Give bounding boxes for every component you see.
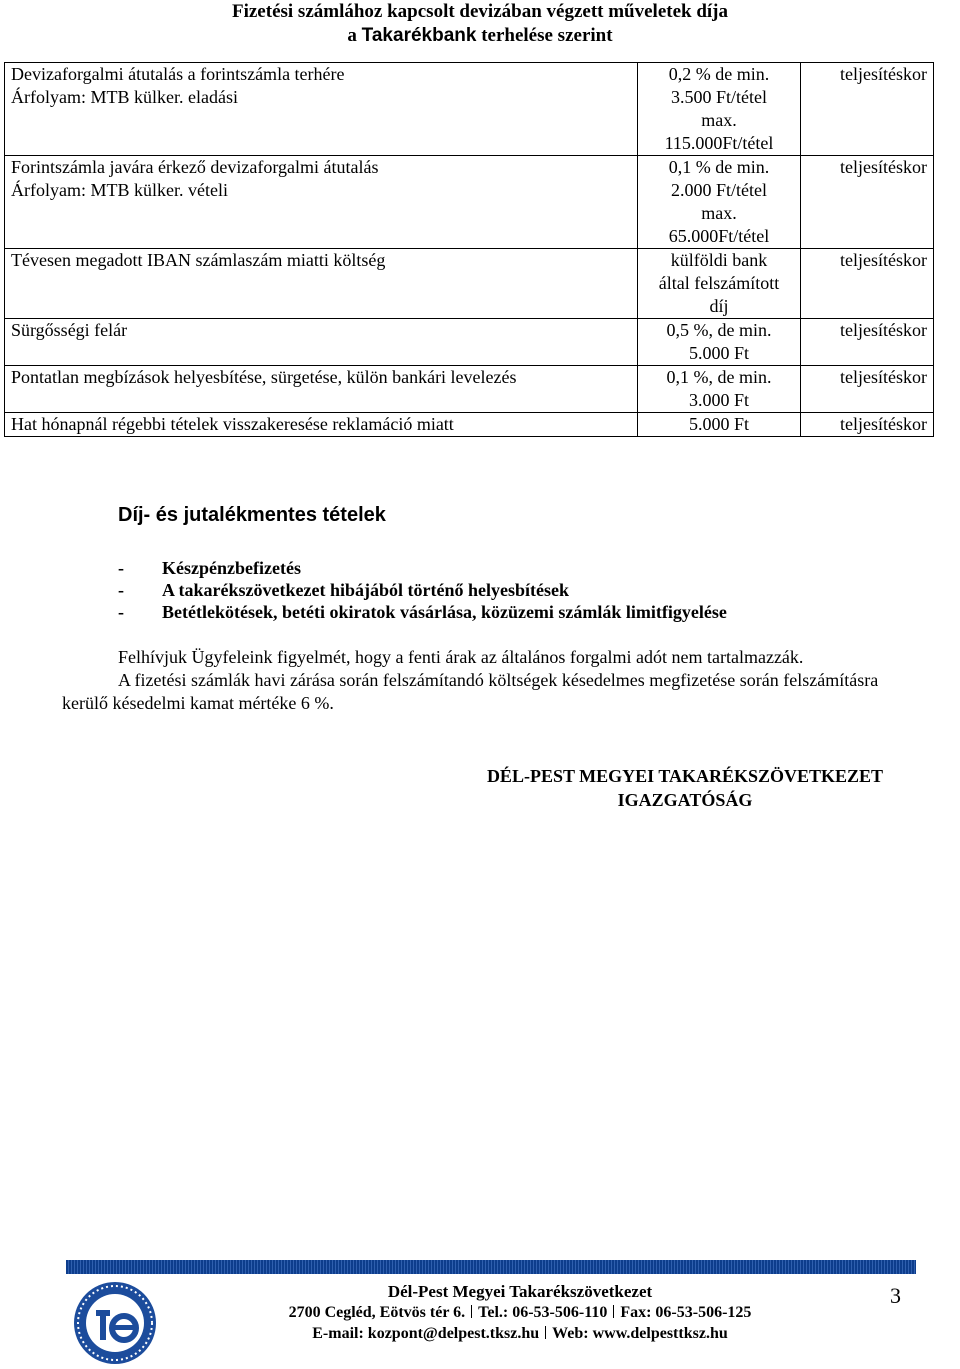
- list-item-text: A takarékszövetkezet hibájából történő helyesbítések: [162, 580, 569, 600]
- bullet-dash: -: [118, 602, 124, 622]
- list-item: [118, 601, 918, 623]
- table-row: [5, 366, 934, 413]
- footer-web: Web: www.delpesttksz.hu: [552, 1325, 728, 1342]
- fee-amount: külföldi bank által felszámított díj: [638, 249, 801, 319]
- separator: [613, 1305, 614, 1318]
- footer-address-line: [170, 1302, 870, 1323]
- list-item: [118, 557, 918, 579]
- footer-contact: [170, 1281, 870, 1344]
- fee-description: Hat hónapnál régebbi tételek visszakeresése reklamáció miatt: [5, 413, 638, 437]
- table-row: [5, 413, 934, 437]
- fee-description: Pontatlan megbízások helyesbítése, sürgetése, külön bankári levelezés: [5, 366, 638, 413]
- fee-due: teljesítéskor: [801, 413, 934, 437]
- notes: [62, 646, 912, 715]
- signature-dept: IGAZGATÓSÁG: [617, 790, 753, 810]
- fee-due: teljesítéskor: [801, 156, 934, 249]
- fee-amount: 0,5 %, de min. 5.000 Ft: [638, 319, 801, 366]
- footer-email: E-mail: kozpont@delpest.tksz.hu: [312, 1325, 540, 1342]
- vat-note: Felhívjuk Ügyfeleink figyelmét, hogy a fenti árak az általános forgalmi adót nem tartalmazzák.: [118, 647, 804, 667]
- interest-note: A fizetési számlák havi zárása során felszámítandó költségek késedelmes megfizetése során felszámításra kerülő késedelmi kamat mértéke 6 %.: [62, 670, 879, 713]
- footer-tel: Tel.: 06-53-506-110: [478, 1304, 608, 1321]
- fee-amount: 0,2 % de min. 3.500 Ft/tétel max. 115.000Ft/tétel: [638, 63, 801, 156]
- header-brand: Takarékbank: [361, 25, 477, 46]
- footer-org-name: Dél-Pest Megyei Takarékszövetkezet: [387, 1282, 653, 1301]
- list-item-text: Betétlekötések, betéti okiratok vásárlása, közüzemi számlák limitfigyelése: [162, 602, 727, 622]
- list-item-text: Készpénzbefizetés: [162, 558, 301, 578]
- fee-amount: 0,1 %, de min. 3.000 Ft: [638, 366, 801, 413]
- section-title: Díj- és jutalékmentes tételek: [118, 504, 386, 526]
- separator: [471, 1305, 472, 1318]
- footer-divider-bar: [66, 1260, 916, 1274]
- bullet-dash: -: [118, 580, 124, 600]
- bank-logo-icon: [72, 1280, 158, 1366]
- footer-web-line: [170, 1323, 870, 1344]
- fee-due: teljesítéskor: [801, 249, 934, 319]
- header-subtitle: [0, 24, 960, 48]
- exempt-section: [118, 504, 918, 623]
- separator: [545, 1326, 546, 1339]
- header-subtitle-suffix: terhelése szerint: [476, 25, 613, 46]
- page-number: 3: [890, 1283, 901, 1308]
- table-row: [5, 63, 934, 156]
- fee-description: Sürgősségi felár: [5, 319, 638, 366]
- page-header: [0, 0, 960, 48]
- header-subtitle-prefix: a: [347, 25, 362, 46]
- table-row: [5, 319, 934, 366]
- fee-amount: 5.000 Ft: [638, 413, 801, 437]
- fee-table: [4, 62, 934, 437]
- table-row: [5, 249, 934, 319]
- exempt-list: [118, 557, 918, 623]
- fee-amount: 0,1 % de min. 2.000 Ft/tétel max. 65.000Ft/tétel: [638, 156, 801, 249]
- signature: [455, 764, 915, 812]
- footer-address: 2700 Cegléd, Eötvös tér 6.: [288, 1304, 466, 1321]
- list-item: [118, 579, 918, 601]
- fee-due: teljesítéskor: [801, 319, 934, 366]
- table-row: [5, 156, 934, 249]
- fee-description: Devizaforgalmi átutalás a forintszámla terhére Árfolyam: MTB külker. eladási: [5, 63, 638, 156]
- footer-fax: Fax: 06-53-506-125: [620, 1304, 752, 1321]
- fee-description: Forintszámla javára érkező devizaforgalmi átutalás Árfolyam: MTB külker. vételi: [5, 156, 638, 249]
- header-title: Fizetési számlához kapcsolt devizában végzett műveletek díja: [231, 1, 729, 22]
- fee-description: Tévesen megadott IBAN számlaszám miatti költség: [5, 249, 638, 319]
- bullet-dash: -: [118, 558, 124, 578]
- fee-due: teljesítéskor: [801, 63, 934, 156]
- signature-org: DÉL-PEST MEGYEI TAKARÉKSZÖVETKEZET: [486, 766, 884, 786]
- fee-due: teljesítéskor: [801, 366, 934, 413]
